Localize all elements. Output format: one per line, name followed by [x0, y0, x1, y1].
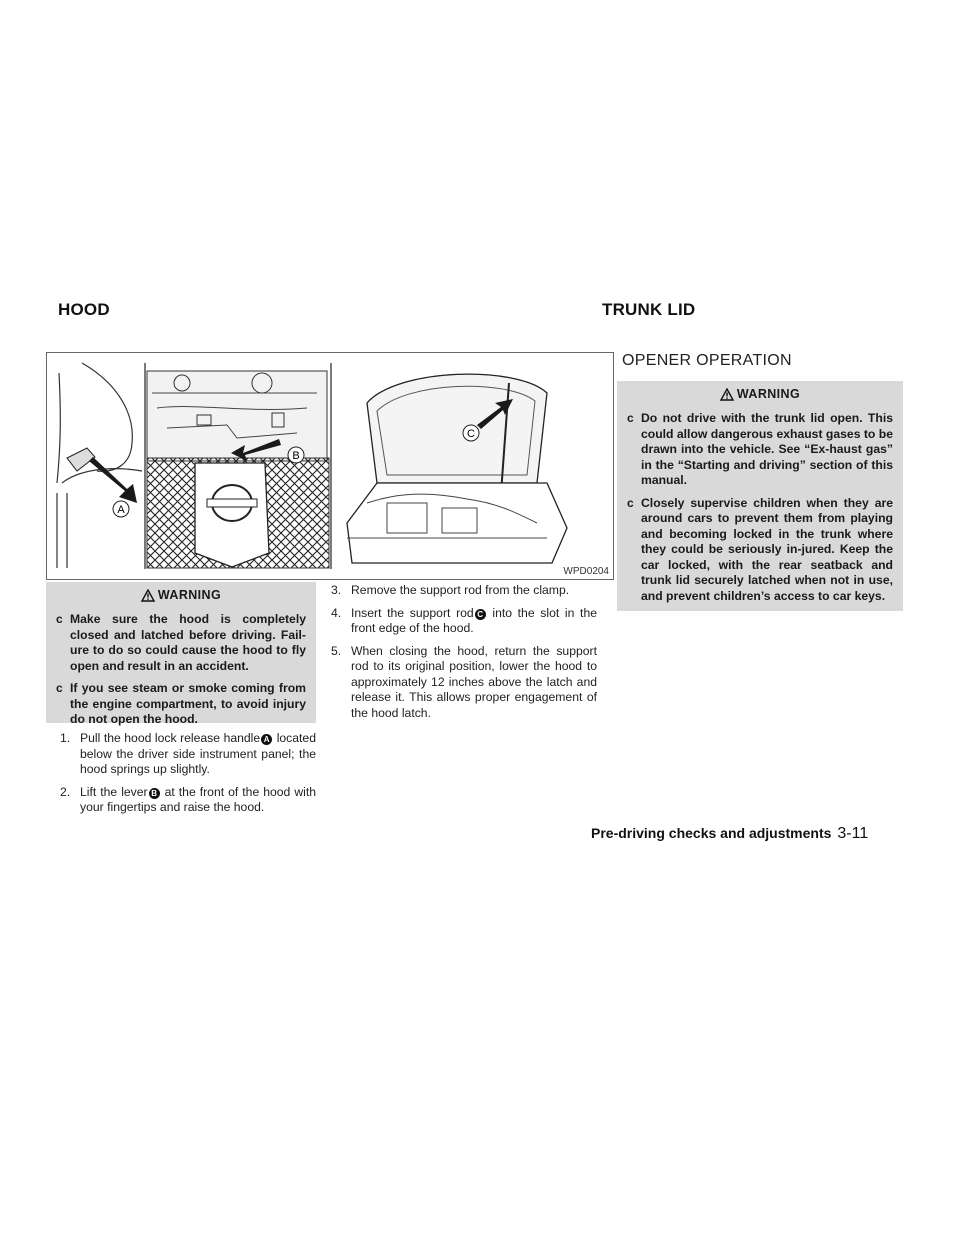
step-text: located below the driver side instrument panel; the hood springs up slightly.	[80, 731, 316, 776]
label-b: B	[292, 450, 300, 462]
warning-text: Do not drive with the trunk lid open. This could allow dangerous exhaust gases to be drawn into the vehicle. See “Ex-haust gas” in the “Starting and driving” section of this manual.	[641, 411, 893, 487]
page-footer	[591, 825, 868, 843]
step-text: Remove the support rod from the clamp.	[351, 583, 570, 597]
step-number: 4.	[331, 605, 342, 620]
warning-header	[627, 387, 893, 401]
bullet-glyph: c	[627, 411, 634, 425]
hood-section-title: HOOD	[58, 300, 110, 319]
step-text: Pull the hood lock release handle	[80, 731, 261, 745]
footer-chapter: Pre-driving checks and adjustments	[591, 825, 832, 841]
warning-triangle-icon	[141, 589, 155, 602]
hood-latch-panel	[147, 371, 329, 568]
hood-illustration	[47, 353, 613, 579]
release-handle-panel	[57, 363, 142, 568]
warning-item	[627, 496, 893, 605]
arrow-a-icon	[89, 457, 137, 503]
step-text: at the front of the hood with your fingertips and raise the hood.	[80, 784, 317, 814]
step-item	[331, 606, 597, 637]
marker-a-icon: A	[261, 734, 272, 745]
warning-title: WARNING	[157, 588, 222, 602]
step-item	[60, 731, 316, 778]
opener-operation-heading: OPENER OPERATION	[622, 352, 792, 369]
warning-item	[627, 411, 893, 489]
figure-code: WPD0204	[563, 566, 609, 577]
support-rod-panel	[347, 374, 567, 563]
bullet-glyph: c	[56, 681, 63, 695]
step-text: Lift the lever	[80, 784, 148, 799]
warning-triangle-icon	[720, 388, 734, 401]
step-number: 1.	[60, 731, 71, 745]
marker-b-icon: B	[149, 788, 160, 799]
step-item	[331, 644, 597, 722]
marker-c-icon: C	[475, 609, 486, 620]
warning-title: WARNING	[736, 387, 801, 401]
warning-text: Make sure the hood is completely closed and latched before driving. Fail-ure to do so could cause the hood to fly open and result in an accident.	[70, 612, 306, 673]
bullet-glyph: c	[56, 612, 63, 626]
trunk-warning-box	[617, 381, 903, 611]
step-text: Insert the support rod	[351, 605, 474, 620]
footer-page-number: 3-11	[837, 825, 869, 842]
trunk-section-title: TRUNK LID	[602, 300, 696, 319]
warning-text: Closely supervise children when they are around cars to prevent them from playing and becoming locked in the trunk where they could be seriously in-jured. Keep the car locked, with the rear seatback and trunk lid securely latched when not in use, and prevent children’s access to car keys.	[641, 495, 893, 603]
step-number: 3.	[331, 583, 342, 597]
step-text: into the slot in the front edge of the hood.	[351, 605, 597, 635]
step-text: When closing the hood, return the support rod to its original position, lower the hood to approximately 12 inches above the latch and release it. This allows proper engagement of the hood latch.	[351, 643, 597, 720]
step-item	[60, 785, 316, 816]
warning-item	[56, 681, 306, 728]
step-number: 5.	[331, 643, 342, 658]
hood-steps-left	[60, 731, 316, 823]
label-c: C	[467, 428, 475, 440]
warning-header	[56, 588, 306, 602]
warning-item	[56, 612, 306, 674]
bullet-glyph: c	[627, 495, 634, 510]
hood-figure	[46, 352, 614, 580]
step-number: 2.	[60, 784, 71, 799]
label-a: A	[117, 504, 125, 516]
warning-text: If you see steam or smoke coming from the engine compartment, to avoid injury do not open the hood.	[70, 681, 306, 726]
step-item	[331, 583, 597, 599]
hood-warning-box	[46, 582, 316, 726]
hood-steps-right	[331, 583, 597, 728]
